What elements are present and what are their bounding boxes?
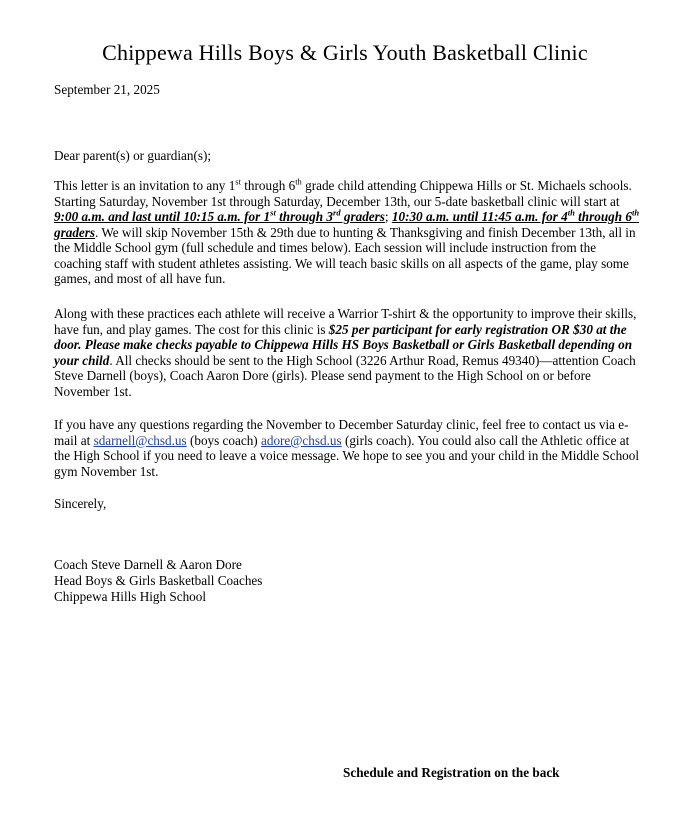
p2-text-1: Along with these practices each athlete will receive a Warrior T-shirt & the opportunity to improve their skills, have fun, and play games. The cost for this clinic is xyxy=(54,306,637,337)
closing: Sincerely, xyxy=(54,496,107,511)
time2b-text: through 6 xyxy=(574,209,633,224)
letter-date: September 21, 2025 xyxy=(54,82,160,97)
footer-note: Schedule and Registration on the back xyxy=(343,765,560,780)
letter-title: Chippewa Hills Boys & Girls Youth Basketball Clinic xyxy=(102,40,588,65)
signature-block xyxy=(54,557,644,605)
p1-sup-st: st xyxy=(235,176,241,187)
time1b-sup: rd xyxy=(333,207,341,218)
cost-details: $25 per participant for early registration OR $30 at the door. Please make checks payable to Chippewa Hills HS Boys Basketball or Girls Basketball depending on your child xyxy=(54,321,633,368)
paragraph-invitation xyxy=(54,178,644,287)
p1-text-1: This letter is an invitation to any 1 xyxy=(54,178,236,193)
time1-sup: st xyxy=(270,207,276,218)
time1c-text: graders xyxy=(340,209,385,224)
time2c-text: graders xyxy=(54,224,96,240)
time2b-sup: th xyxy=(632,207,640,218)
signature-school: Chippewa Hills High School xyxy=(54,589,207,604)
time2-text: 10:30 a.m. until 11:45 a.m. for 4 xyxy=(391,209,568,224)
time-slot-1 xyxy=(54,209,385,224)
email-link-girls-coach[interactable]: adore@chsd.us xyxy=(261,432,342,448)
paragraph-cost xyxy=(54,306,644,399)
p2-text-2: . All checks should be sent to the High School (3226 Arthur Road, Remus 49340)—attention Coach Steve Darnell (boys), Coach Aaron Dore (girls). Please send payment to the High School on or before November 1st. xyxy=(54,352,636,399)
p3-text-3: (girls coach). You could also call the Athletic office at the High School if you need to leave a voice message. We hope to see you and your child in the Middle School gym November 1st. xyxy=(54,432,640,479)
p3-text-1: If you have any questions regarding the November to December Saturday clinic, feel free to contact us via e-mail at xyxy=(54,417,629,448)
p1-text-4: . We will skip November 15th & 29th due to hunting & Thanksgiving and finish December 13th, all in the Middle School gym (full schedule and times below). Each session will include instruction from the coaching staff with student athletes assisting. We will teach basic skills on all aspects of the game, play some games, and most of all have fun. xyxy=(54,224,636,286)
p1-text-2: through 6 xyxy=(240,178,296,193)
paragraph-contact xyxy=(54,417,644,479)
time1b-text: through 3 xyxy=(275,209,334,224)
time-separator: ; xyxy=(384,209,392,224)
signature-names: Coach Steve Darnell & Aaron Dore xyxy=(54,557,242,572)
p1-text-3: grade child attending Chippewa Hills or St. Michaels schools. Starting Saturday, November 1st through Saturday, December 13th, our 5-date basketball clinic will start at xyxy=(54,178,632,209)
p3-text-2: (boys coach) xyxy=(186,432,261,448)
email-link-boys-coach[interactable]: sdarnell@chsd.us xyxy=(93,432,187,448)
p1-sup-th: th xyxy=(295,176,302,187)
time1-text: 9:00 a.m. and last until 10:15 a.m. for 1 xyxy=(54,209,271,224)
time2-sup: th xyxy=(567,207,575,218)
salutation: Dear parent(s) or guardian(s); xyxy=(54,148,212,163)
signature-role: Head Boys & Girls Basketball Coaches xyxy=(54,573,263,588)
